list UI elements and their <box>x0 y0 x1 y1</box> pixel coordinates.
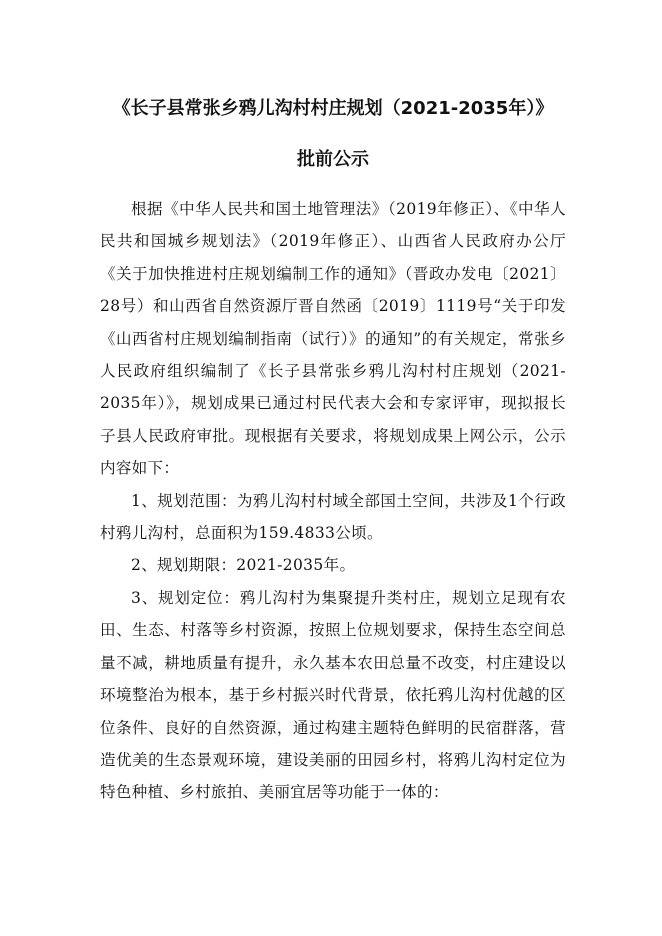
document-title: 《长子县常张乡鸦儿沟村村庄规划（2021-2035年）》 <box>112 98 554 119</box>
paragraph-positioning: 3、规划定位：鸦儿沟村为集聚提升类村庄，规划立足现有农田、生态、村落等乡村资源，按照上位规划要求，保持生态空间总量不减，耕地质量有提升，永久基本农田总量不改变，村庄建设以环境整治为根本，基于乡村振兴时代背景，依托鸦儿沟村优越的区位条件、良好的自然资源，通过构建主题特色鲜明的民宿群落，营造优美的生态景观环境，建设美丽的田园乡村，将鸦儿沟村定位为特色种植、乡村旅拍、美丽宜居等功能于一体的： <box>100 588 566 802</box>
paragraph-scope: 1、规划范围：为鸦儿沟村村域全部国土空间，共涉及1个行政村鸦儿沟村，总面积为159.4833公顷。 <box>100 491 566 543</box>
paragraph-intro: 根据《中华人民共和国土地管理法》（2019年修正）、《中华人民共和国城乡规划法》（2019年修正）、山西省人民政府办公厅《关于加快推进村庄规划编制工作的通知》（晋政办发电〔2021〕28号）和山西省自然资源厅晋自然函〔2019〕1119号“关于印发《山西省村庄规划编制指南（试行）》的通知”的有关规定，常张乡人民政府组织编制了《长子县常张乡鸦儿沟村村庄规划（2021-2035年）》，规划成果已通过村民代表大会和专家评审，现拟报长子县人民政府审批。现根据有关要求，将规划成果上网公示，公示内容如下： <box>100 200 566 478</box>
document-subtitle: 批前公示 <box>297 149 369 170</box>
document-body <box>100 193 566 809</box>
paragraph-period: 2、规划期限：2021-2035年。 <box>131 556 356 575</box>
